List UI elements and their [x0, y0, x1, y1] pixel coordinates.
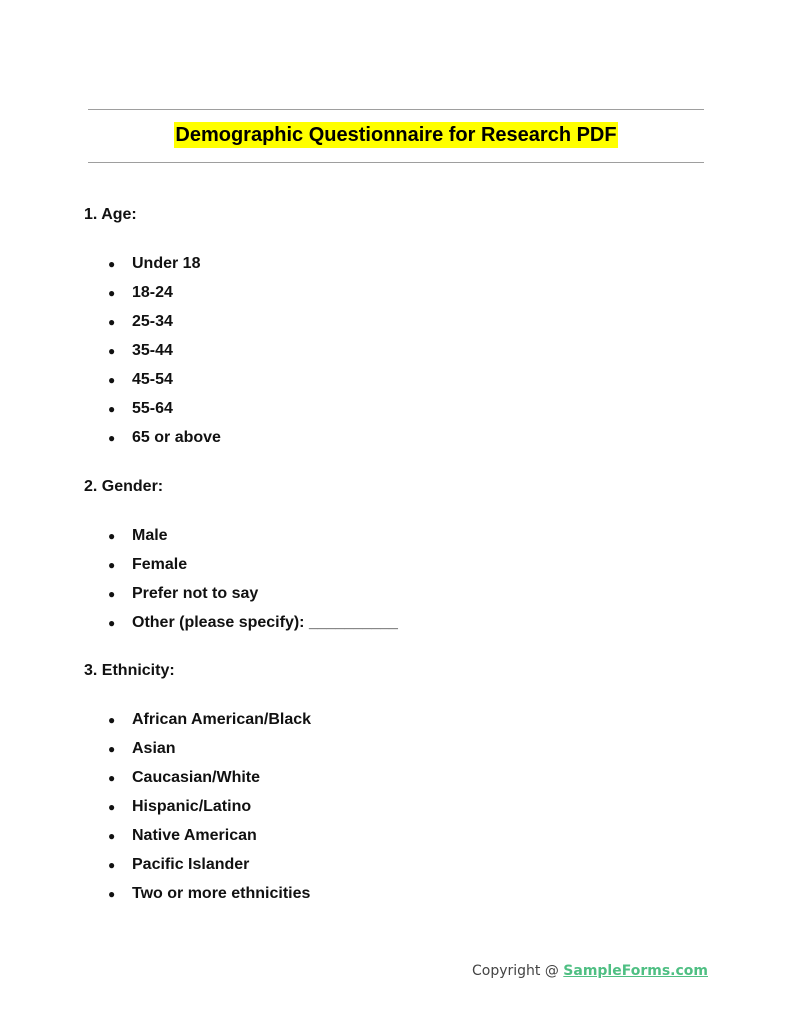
question-ethnicity: 3. Ethnicity:: [84, 662, 175, 679]
option-label: 65 or above: [132, 429, 221, 446]
option-label: Prefer not to say: [132, 585, 259, 602]
bullet-icon: ●: [108, 616, 116, 630]
bullet-icon: ●: [108, 858, 116, 872]
bullet-icon: ●: [108, 257, 116, 271]
bullet-icon: ●: [108, 315, 116, 329]
bullet-icon: ●: [108, 587, 116, 601]
bullet-icon: ●: [108, 344, 116, 358]
option-label: Male: [132, 527, 168, 544]
question-gender: 2. Gender:: [84, 478, 164, 495]
sampleforms-link[interactable]: SampleForms.com: [563, 963, 708, 979]
option-label: 18-24: [132, 284, 173, 301]
bullet-icon: ●: [108, 529, 116, 543]
page-title: Demographic Questionnaire for Research PDF: [175, 124, 617, 146]
question-age: 1. Age:: [84, 206, 137, 223]
bullet-icon: ●: [108, 887, 116, 901]
title-top-rule: [88, 109, 704, 110]
option-label: Hispanic/Latino: [132, 798, 252, 815]
bullet-icon: ●: [108, 742, 116, 756]
option-label: Female: [132, 556, 188, 573]
option-label: Native American: [132, 827, 257, 844]
option-label: Caucasian/White: [132, 769, 261, 786]
option-label: 35-44: [132, 342, 173, 359]
option-label: African American/Black: [132, 711, 312, 728]
bullet-icon: ●: [108, 713, 116, 727]
bullet-icon: ●: [108, 373, 116, 387]
option-label: Pacific Islander: [132, 856, 250, 873]
bullet-icon: ●: [108, 431, 116, 445]
option-label: Two or more ethnicities: [132, 885, 311, 902]
option-label: 45-54: [132, 371, 173, 388]
option-label: 25-34: [132, 313, 173, 330]
copyright-text: Copyright @: [471, 963, 564, 979]
bullet-icon: ●: [108, 286, 116, 300]
bullet-icon: ●: [108, 800, 116, 814]
option-label: Asian: [132, 740, 176, 757]
copyright-footer: [472, 962, 708, 980]
title-bottom-rule: [88, 162, 704, 163]
bullet-icon: ●: [108, 402, 116, 416]
option-label: 55-64: [132, 400, 173, 417]
bullet-icon: ●: [108, 829, 116, 843]
option-label: Under 18: [132, 255, 201, 272]
bullet-icon: ●: [108, 771, 116, 785]
title-container: [0, 122, 792, 148]
bullet-icon: ●: [108, 558, 116, 572]
option-label: Other (please specify): __________: [132, 614, 398, 631]
